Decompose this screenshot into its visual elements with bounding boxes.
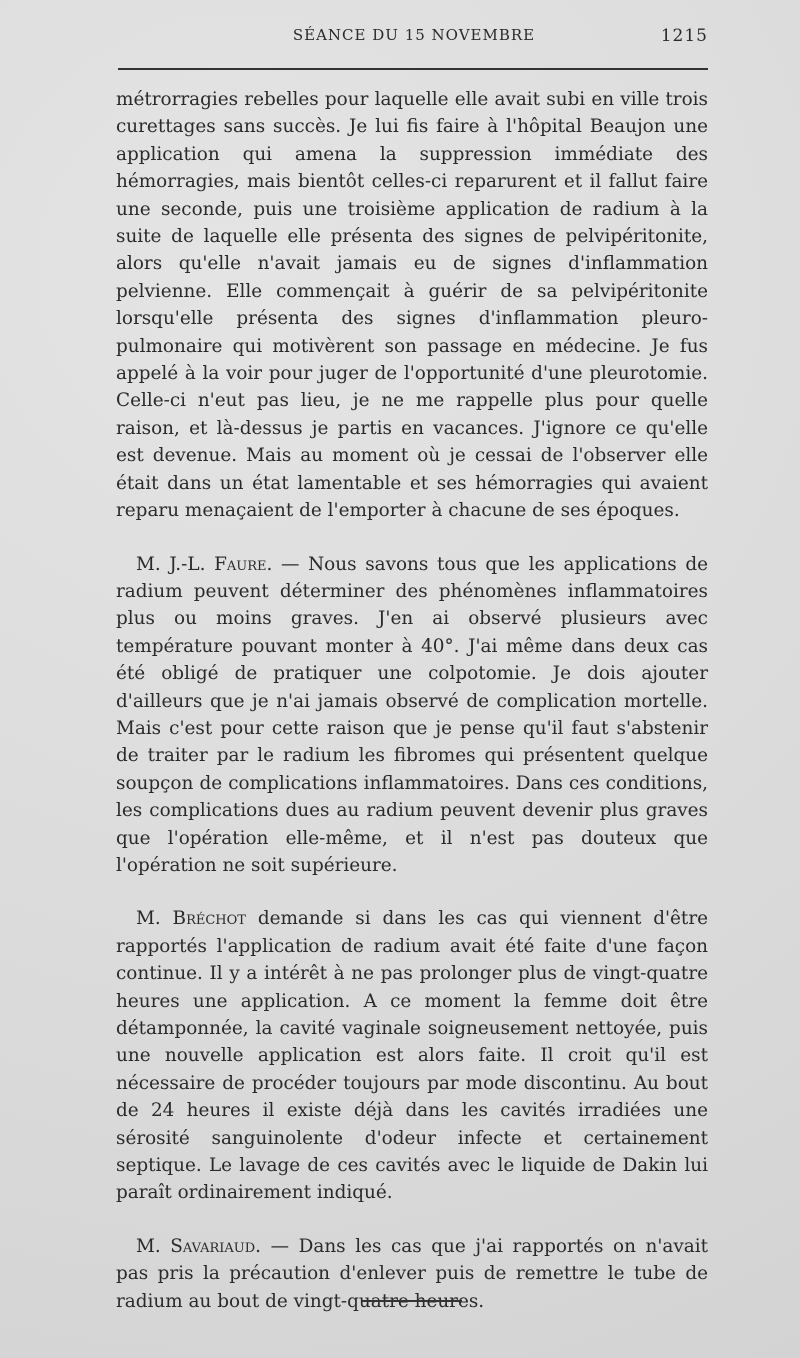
paragraph-brechot	[116, 905, 708, 1206]
header-rule	[118, 68, 708, 70]
paragraph-text: — Dans les cas que j'ai rapportés on n'avait pas pris la précaution d'enlever puis de remettre le tube de radium au bout de vingt-quatre heures.	[116, 1235, 708, 1312]
running-head	[120, 26, 708, 50]
paragraph-savariaud	[116, 1233, 708, 1315]
speaker-name: M. Savariaud.	[136, 1235, 262, 1257]
paragraph-text: — Nous savons tous que les applications de radium peuvent déterminer des phénomènes inflammatoires plus ou moins graves. J'en ai observé plusieurs avec température pouvant monter à 40°. J'ai même dans deux cas été obligé de pratiquer une colpotomie. Je dois ajouter d'ailleurs que je n'ai jamais observé de complication mortelle. Mais c'est pour cette raison que je pense qu'il faut s'abstenir de traiter par le radium les fibromes qui présentent quelque soupçon de complications inflammatoires. Dans ces conditions, les complications dues au radium peuvent devenir plus graves que l'opération elle-même, et il n'est pas douteux que l'opération ne soit supérieure.	[116, 553, 708, 876]
speaker-name: M. Bréchot	[136, 908, 246, 930]
end-rule	[362, 1300, 462, 1302]
paragraph-text: demande si dans les cas qui viennent d'être rapportés l'application de radium avait été faite d'une façon continue. Il y a intérêt à ne pas prolonger plus de vingt-quatre heures une application. A ce moment la femme doit être détamponnée, la cavité vaginale soigneusement nettoyée, puis une nouvelle application est alors faite. Il croit qu'il est nécessaire de procéder toujours par mode discontinu. Au bout de 24 heures il existe déjà dans les cavités irradiées une sérosité sanguinolente d'odeur infecte et certainement septique. Le lavage de ces cavités avec le liquide de Dakin lui paraît ordinairement indiqué.	[116, 908, 708, 1204]
paragraph-continuation	[116, 86, 708, 525]
running-title: SÉANCE DU 15 NOVEMBRE	[292, 26, 536, 44]
speaker-name: M. J.-L. Faure.	[136, 553, 273, 575]
paragraph-text: métrorragies rebelles pour laquelle elle avait subi en ville trois curettages sans succès. Je lui fis faire à l'hôpital Beaujon une application qui amena la suppression immédiate des hémorragies, mais bientôt celles-ci reparurent et il fallut faire une seconde, puis une troisième application de radium à la suite de laquelle elle présenta des signes de pelvipéritonite, alors qu'elle n'avait jamais eu de signes d'inflammation pelvienne. Elle commençait à guérir de sa pelvipéritonite lorsqu'elle présenta des signes d'inflammation pleuro-pulmonaire qui motivèrent son passage en médecine. Je fus appelé à la voir pour juger de l'opportunité d'une pleurotomie. Celle-ci n'eut pas lieu, je ne me rappelle plus pour quelle raison, et là-dessus je partis en vacances. J'ignore ce qu'elle est devenue. Mais au moment où je cessai de l'observer elle était dans un état lamentable et ses hémorragies qui avaient reparu menaçaient de l'emporter à chacune de ses époques.	[116, 89, 708, 522]
body-text	[116, 86, 708, 1315]
paragraph-faure	[116, 551, 708, 880]
page-number: 1215	[660, 26, 708, 46]
